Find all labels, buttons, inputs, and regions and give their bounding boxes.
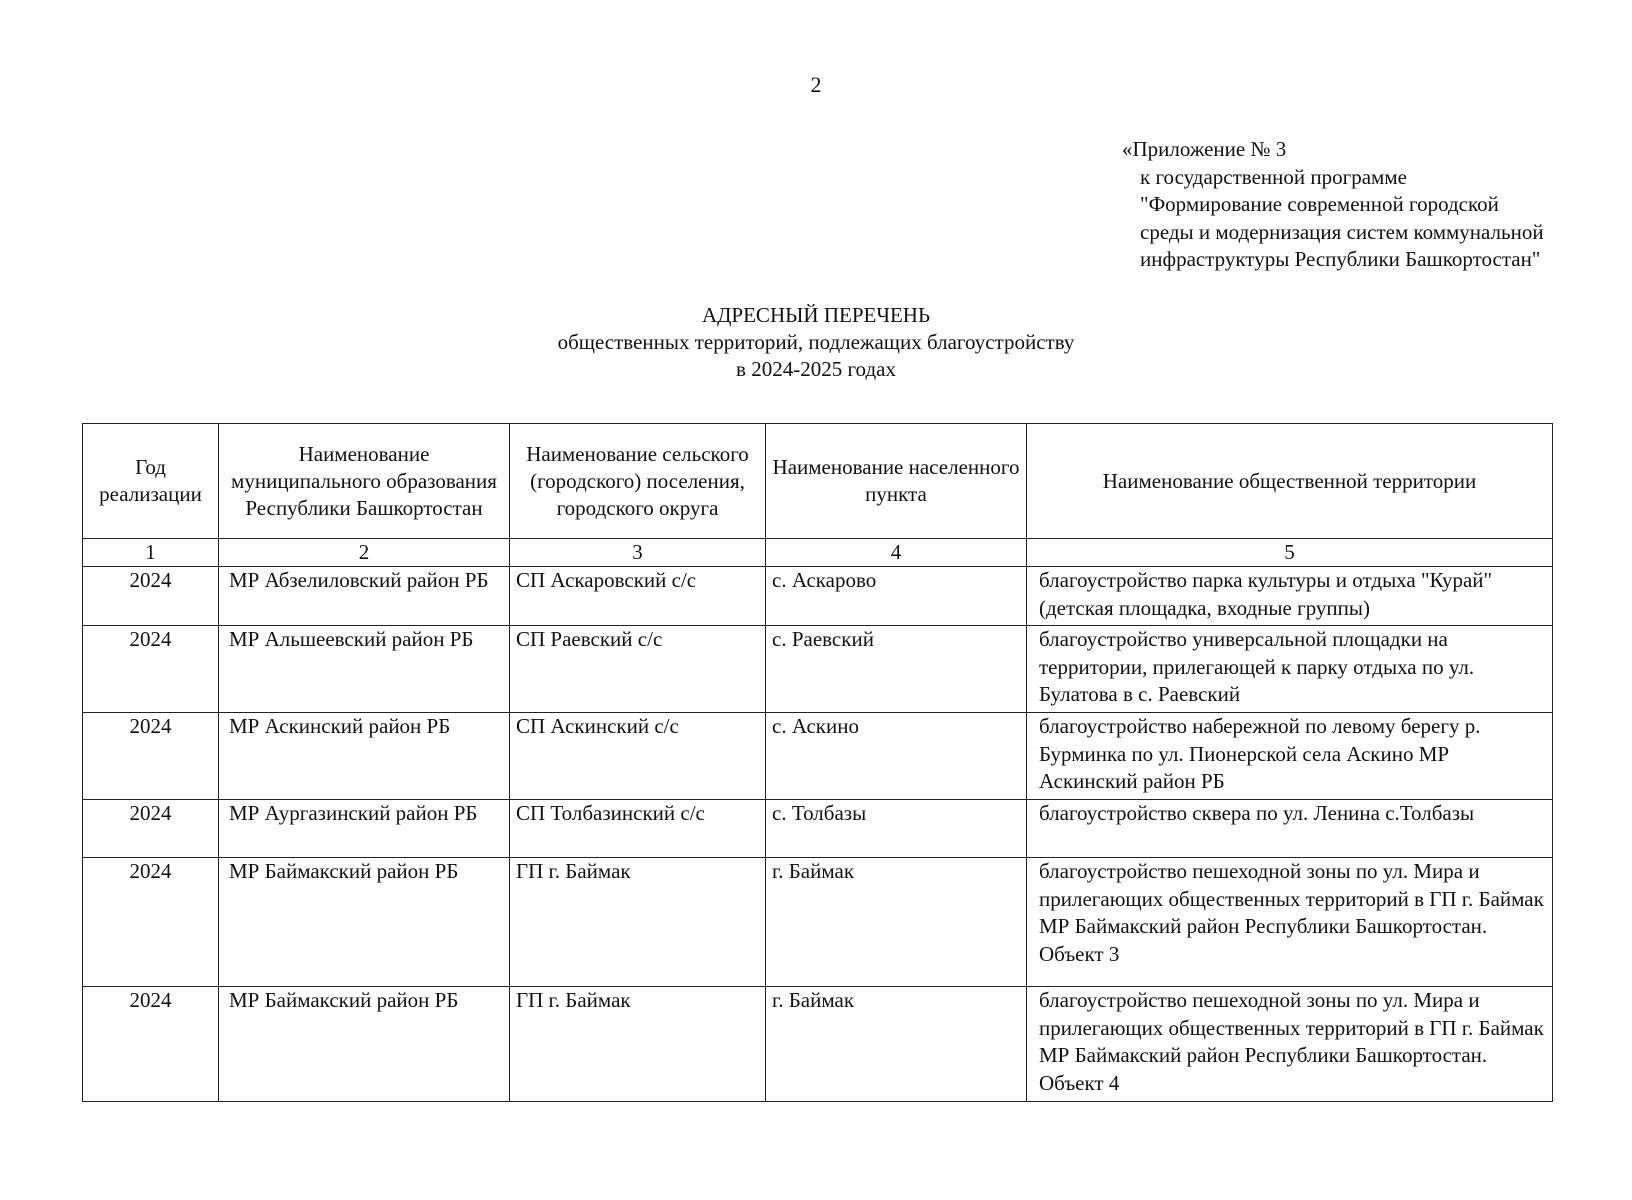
cell-settlement: СП Раевский с/с xyxy=(510,626,766,713)
cell-municipality: МР Баймакский район РБ xyxy=(219,987,510,1102)
table-row xyxy=(83,858,1553,987)
header-municipality: Наименование муниципального образования Республики Башкортостан xyxy=(219,424,510,539)
cell-settlement: СП Аскинский с/с xyxy=(510,713,766,800)
cell-territory: благоустройство пешеходной зоны по ул. Мира и прилегающих общественных территорий в ГП г. Баймак МР Баймакский район Республики Башкортостан. Объект 3 xyxy=(1027,858,1553,987)
cell-locality: с. Аскарово xyxy=(766,567,1027,626)
cell-territory: благоустройство пешеходной зоны по ул. Мира и прилегающих общественных территорий в ГП г. Баймак МР Баймакский район Республики Башкортостан. Объект 4 xyxy=(1027,987,1553,1102)
column-number: 2 xyxy=(219,539,510,567)
cell-locality: с. Раевский xyxy=(766,626,1027,713)
cell-municipality: МР Баймакский район РБ xyxy=(219,858,510,987)
column-number-row xyxy=(83,539,1553,567)
cell-year: 2024 xyxy=(83,858,219,987)
cell-year: 2024 xyxy=(83,713,219,800)
cell-locality: с. Аскино xyxy=(766,713,1027,800)
cell-territory: благоустройство сквера по ул. Ленина с.Толбазы xyxy=(1027,800,1553,858)
title-line-1: АДРЕСНЫЙ ПЕРЕЧЕНЬ xyxy=(701,303,931,327)
cell-year: 2024 xyxy=(83,987,219,1102)
cell-year: 2024 xyxy=(83,626,219,713)
column-number: 1 xyxy=(83,539,219,567)
column-number: 3 xyxy=(510,539,766,567)
table-header-row xyxy=(83,424,1553,539)
table-row xyxy=(83,987,1553,1102)
cell-territory: благоустройство набережной по левому берегу р. Бурминка по ул. Пионерской села Аскино МР Аскинский район РБ xyxy=(1027,713,1553,800)
cell-locality: с. Толбазы xyxy=(766,800,1027,858)
cell-settlement: ГП г. Баймак xyxy=(510,858,766,987)
table-row xyxy=(83,567,1553,626)
appendix-line-2: к государственной программе xyxy=(1140,164,1407,189)
header-territory: Наименование общественной территории xyxy=(1027,424,1553,539)
cell-year: 2024 xyxy=(83,800,219,858)
cell-settlement: ГП г. Баймак xyxy=(510,987,766,1102)
cell-territory: благоустройство универсальной площадки на территории, прилегающей к парку отдыха по ул. Булатова в с. Раевский xyxy=(1027,626,1553,713)
cell-municipality: МР Аургазинский район РБ xyxy=(219,800,510,858)
column-number: 5 xyxy=(1027,539,1553,567)
cell-settlement: СП Аскаровский с/с xyxy=(510,567,766,626)
appendix-line-1: «Приложение № 3 xyxy=(1122,137,1287,161)
appendix-line-5: инфраструктуры Республики Башкортостан" xyxy=(1140,247,1541,271)
column-number: 4 xyxy=(766,539,1027,567)
cell-locality: г. Баймак xyxy=(766,858,1027,987)
cell-locality: г. Баймак xyxy=(766,987,1027,1102)
appendix-line-3: "Формирование современной городской xyxy=(1140,192,1499,216)
header-settlement: Наименование сельского (городского) поселения, городского округа xyxy=(510,424,766,539)
title-line-2: общественных территорий, подлежащих благоустройству xyxy=(557,330,1075,354)
table-row xyxy=(83,800,1553,858)
table-row xyxy=(83,626,1553,713)
cell-territory: благоустройство парка культуры и отдыха "Курай" (детская площадка, входные группы) xyxy=(1027,567,1553,626)
cell-municipality: МР Альшеевский район РБ xyxy=(219,626,510,713)
cell-year: 2024 xyxy=(83,567,219,626)
cell-municipality: МР Аскинский район РБ xyxy=(219,713,510,800)
address-list-table xyxy=(82,423,1553,1102)
appendix-line-4: среды и модернизация систем коммунальной xyxy=(1140,219,1544,244)
page-number: 2 xyxy=(810,72,822,97)
cell-municipality: МР Абзелиловский район РБ xyxy=(219,567,510,626)
cell-settlement: СП Толбазинский с/с xyxy=(510,800,766,858)
header-year: Год реализации xyxy=(83,424,219,539)
appendix-note xyxy=(1122,136,1544,274)
document-title xyxy=(0,302,1632,383)
table-row xyxy=(83,713,1553,800)
title-line-3: в 2024-2025 годах xyxy=(736,357,896,381)
header-locality: Наименование населенного пункта xyxy=(766,424,1027,539)
